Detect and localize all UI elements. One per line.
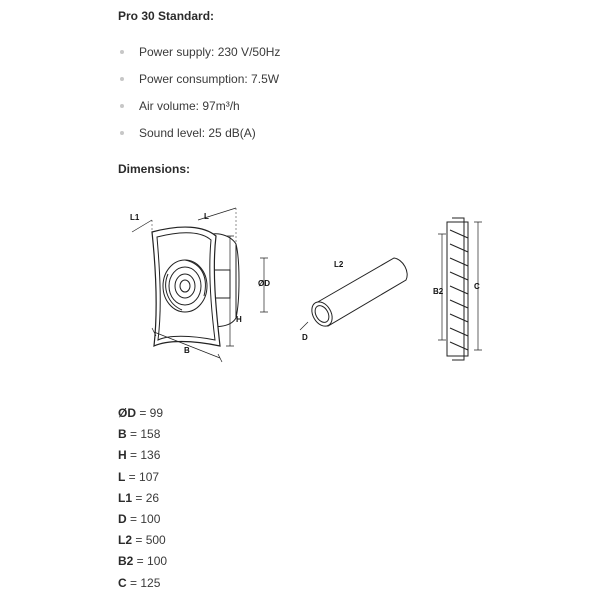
spec-label: Air volume: 97m³/h <box>139 99 240 113</box>
label-b2: B2 <box>433 287 444 296</box>
spec-label: Power supply: 230 V/50Hz <box>139 45 281 59</box>
label-l1: L1 <box>130 213 140 222</box>
dimension-item: L = 107 <box>118 469 160 484</box>
dimension-item: L1 = 26 <box>118 490 160 505</box>
bullet-icon <box>120 104 124 108</box>
spec-label: Sound level: 25 dB(A) <box>139 126 256 140</box>
dimension-item: B = 158 <box>118 427 161 442</box>
dimension-item: D = 100 <box>118 511 161 526</box>
label-b: B <box>184 346 190 355</box>
spec-list <box>118 40 280 148</box>
dimensions-title: Dimensions: <box>118 162 191 176</box>
label-l2: L2 <box>334 260 344 269</box>
spec-label: Power consumption: 7.5W <box>139 72 280 86</box>
dimension-item: L2 = 500 <box>118 533 166 548</box>
bullet-icon <box>120 50 124 54</box>
dimension-item: B2 = 100 <box>118 554 168 569</box>
label-d: D <box>302 333 308 342</box>
dimension-item: H = 136 <box>118 448 161 463</box>
dimensions-diagram <box>112 200 502 380</box>
bullet-icon <box>120 77 124 81</box>
dimension-list <box>118 403 167 594</box>
spec-item <box>118 67 280 94</box>
duct-drawing <box>300 258 407 330</box>
spec-item <box>118 121 280 148</box>
spec-item <box>118 94 280 121</box>
label-c: C <box>474 282 480 291</box>
dimension-item: ØD = 99 <box>118 406 164 420</box>
spec-item <box>118 40 280 67</box>
dimension-item: C = 125 <box>118 575 161 590</box>
label-od: ØD <box>258 279 270 288</box>
product-title: Pro 30 Standard: <box>118 9 215 23</box>
label-h: H <box>236 315 242 324</box>
bullet-icon <box>120 131 124 135</box>
label-l: L <box>204 212 209 221</box>
fan-drawing <box>132 208 268 362</box>
